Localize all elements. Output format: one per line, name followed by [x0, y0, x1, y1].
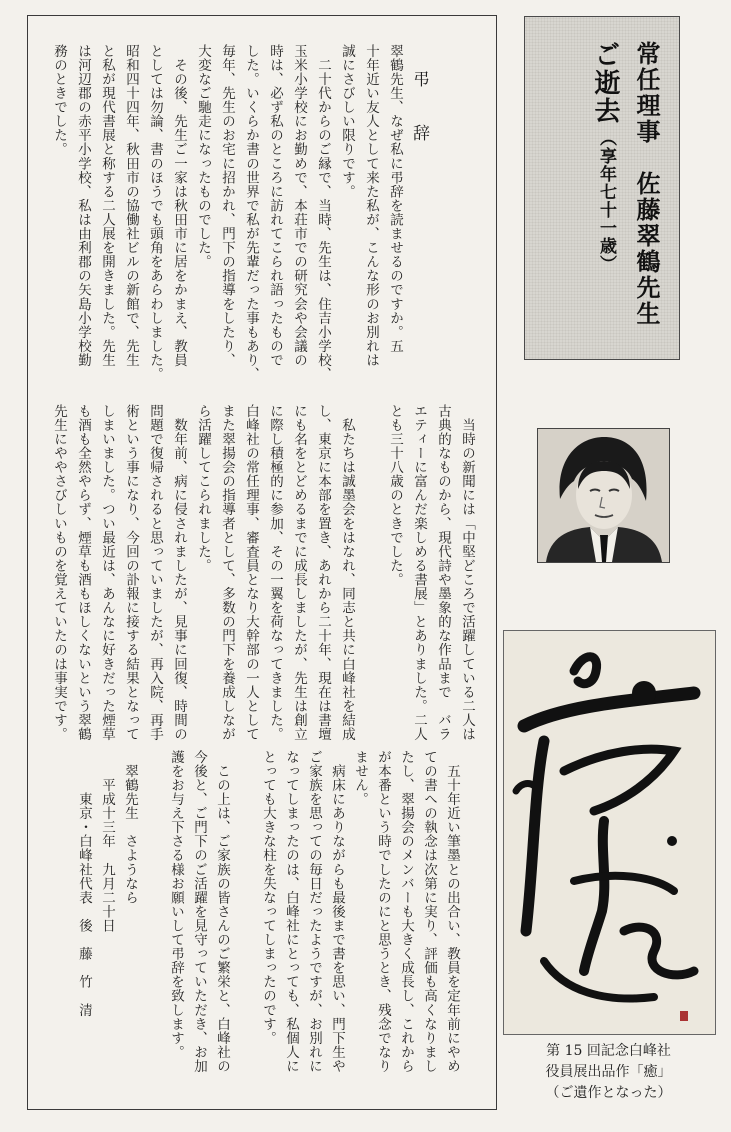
artwork-caption — [503, 1041, 714, 1104]
heading-title-line2: ご逝去 — [590, 41, 620, 125]
caption-line-2: 役員展出品作「癒」 — [545, 1064, 672, 1080]
calligraphy-image — [504, 631, 715, 1034]
article-body-part1: 翠鶴先生、なぜ私に弔辞を読ませるのですか。五 十年近い友人として来た私が、こんな形のお別れは 誠にさびしい限りです。 二十代からのご縁で、当時、先生は、住吉小学校、 玉米小学校にお勤めで、本荘市での研究会や会議の 時は、必ず私のところに訪れてこられ語ったもので した。いくらか書の世界で私が先輩だった事もあり、 毎年、先生のお宅に招かれ、門下の指導をしたり、 大変なご馳走になったものでした。 その後、先生ご一家は秋田市に居をかまえ、教員 としては勿論、書のほうでも頭角をあらわしました。 昭和四十四年、秋田市の協働社ビルの新館で、先生 と私が現代書展と称する二人展を開きました。先生 は河辺郡の赤平小学校、私は由利郡の矢島小学校勤 務のときでした。 — [51, 44, 403, 382]
heading-title-line1: 常任理事 佐藤翠鶴先生 — [632, 41, 660, 327]
article-body-part2: 当時の新聞には「中堅どころで活躍している二人は 古典的なものから、現代詩や墨象的な作品まで バラ エティーに富んだ楽しめる書展」とありました。二人 とも三十八歳のときでした。 私たちは誠墨会をはなれ、同志と共に白峰社を結成 し、東京に本部を置き、あれから二十年、現在は書壇 にも名をとどめるまでに成長しましたが、先生は創立 に際し積極的に参加、その一翼を荷なってきました。 白峰社の常任理事、審査員となり大幹部の一人として また翠揚会の指導者として、多数の門下を養成しなが ら活躍してこられました。 数年前、病に侵されましたが、見事に回復、時間の 問題で復帰されると思っていましたが、再入院、再手 術という事になり、今回の訃報に接する結果となって しまいました。つい最近は、あんなに好きだった煙草 も酒も全然やらず、煙草も酒もほしくないという翠鶴 先生にややさびしいものを覚えていたのは事実です。 — [51, 404, 475, 742]
caption-line-3: （ご遺作となった） — [545, 1085, 672, 1101]
article-body-part3: 五十年近い筆墨との出合い、教員を定年前にやめ ての書への執念は次第に実り、評価も高くなりまし たし、翠揚会のメンバーも大きく成長し、これから が本番という時でしたのにと思うとき、残念でなり ません。 病床にありながらも最後まで書を思い、門下生や ご家族を思っての毎日だったようですが、お別れに なってしまったのは、白峰社にとっても、私個人に とっても大きな柱を失なってしまったのです。 この上は、ご家族の皆さんのご繁栄と、白峰社の 今後と、ご門下のご活躍を見守っていただき、お加 護をお与え下さる様お願いして弔辞を致します。 翠鶴先生 さようなら 平成十三年 九月二十日 東京・白峰社代表 後 藤 竹 清 — [76, 750, 460, 1074]
calligraphy-artwork — [503, 630, 716, 1035]
heading-age: （享年七十一歳） — [596, 129, 616, 273]
caption-line-1: 第 15 回記念白峰社 — [546, 1043, 671, 1059]
article-title: 弔 辞 — [409, 70, 429, 151]
portrait-photo — [537, 428, 670, 563]
heading-box — [524, 16, 680, 360]
portrait-image — [538, 429, 669, 562]
